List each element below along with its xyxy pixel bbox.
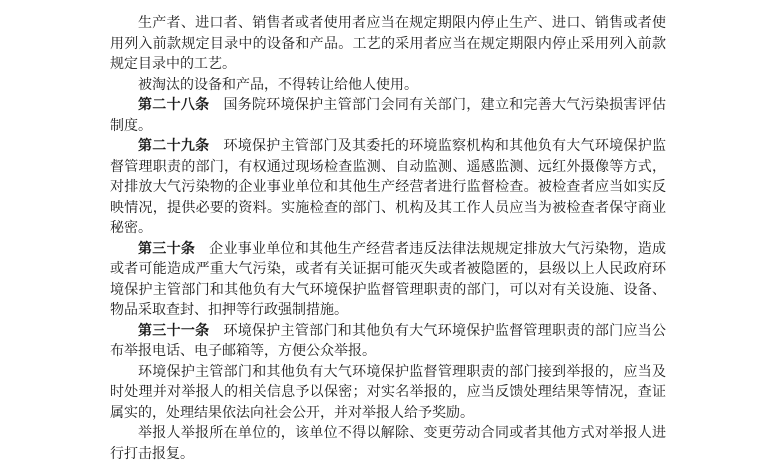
paragraph-8 xyxy=(110,423,666,464)
paragraph-2 xyxy=(110,75,666,96)
article-28 xyxy=(110,95,666,136)
paragraph-2-text: 被淘汰的设备和产品，不得转让给他人使用。 xyxy=(138,76,418,93)
article-29-text: 环境保护主管部门及其委托的环境监察机构和其他负有大气环境保护监督管理职责的部门，有权通过现场检查监测、自动监测、遥感监测、远红外摄像等方式，对排放大气污染物的企业事业单位和其他生产经营者进行监督检查。被检查者应当如实反映情况，提供必要的资料。实施检查的部门、机构及其工作人员应当为被检查者保守商业秘密。 xyxy=(110,138,667,236)
article-30 xyxy=(110,239,666,321)
article-31 xyxy=(110,321,666,362)
article-31-heading: 第三十一条 xyxy=(138,322,210,339)
article-29 xyxy=(110,136,666,239)
article-31-text: 环境保护主管部门和其他负有大气环境保护监督管理职责的部门应当公布举报电话、电子邮箱等，方便公众举报。 xyxy=(110,322,667,359)
paragraph-1 xyxy=(110,13,666,75)
article-29-heading: 第二十九条 xyxy=(138,138,210,154)
article-28-text: 国务院环境保护主管部门会同有关部门，建立和完善大气污染损害评估制度。 xyxy=(110,97,667,134)
paragraph-7-text: 环境保护主管部门和其他负有大气环境保护监督管理职责的部门接到举报的，应当及时处理并对举报人的相关信息予以保密；对实名举报的，应当反馈处理结果等情况，查证属实的，处理结果依法向社会公开，并对举报人给予奖励。 xyxy=(110,363,666,421)
paragraph-7 xyxy=(110,362,666,424)
paragraph-8-text: 举报人举报所在单位的，该单位不得以解除、变更劳动合同或者其他方式对举报人进行打击报复。 xyxy=(110,425,666,462)
paragraph-1-text: 生产者、进口者、销售者或者使用者应当在规定期限内停止生产、进口、销售或者使用列入前款规定目录中的设备和产品。工艺的采用者应当在规定期限内停止采用列入前款规定目录中的工艺。 xyxy=(110,15,666,72)
document-body xyxy=(110,13,666,464)
article-28-heading: 第二十八条 xyxy=(138,97,210,113)
article-30-heading: 第三十条 xyxy=(138,240,196,257)
article-30-text: 企业事业单位和其他生产经营者违反法律法规规定排放大气污染物，造成或者可能造成严重大气污染，或者有关证据可能灭失或者被隐匿的，县级以上人民政府环境保护主管部门和其他负有大气环境保护监督管理职责的部门，可以对有关设施、设备、物品采取查封、扣押等行政强制措施。 xyxy=(110,240,667,318)
